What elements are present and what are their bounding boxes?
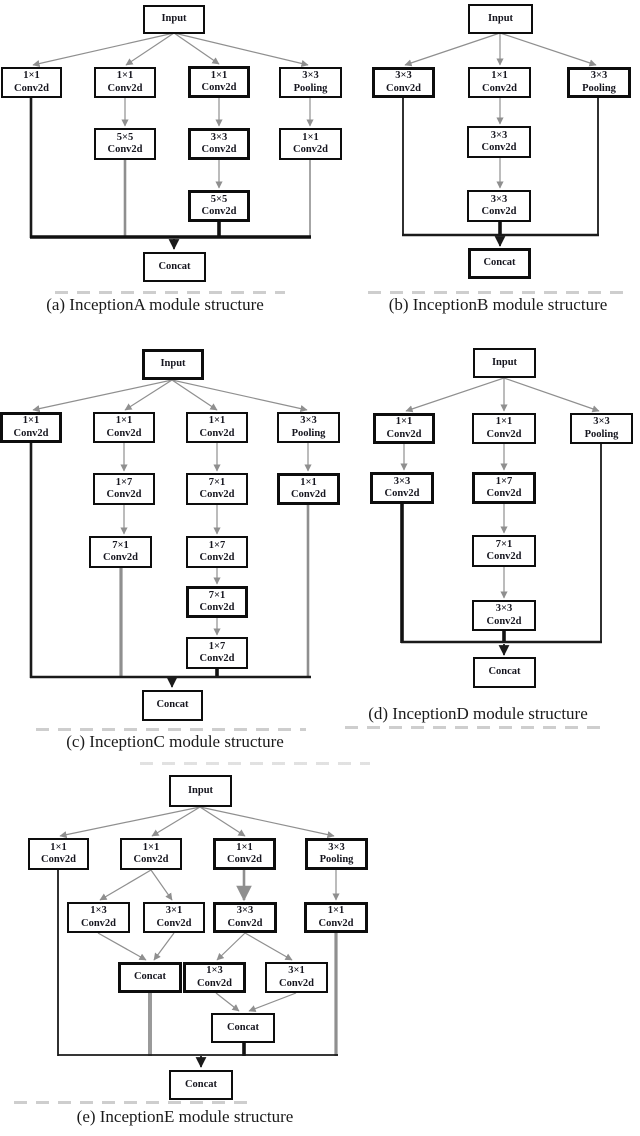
- node-b-concat: Concat: [468, 248, 531, 279]
- caption-d: (d) InceptionD module structure: [368, 704, 588, 723]
- node-d-branch2-1x1-conv: 1×1 Conv2d: [472, 413, 536, 444]
- node-d-branch1-3x3-conv: 3×3 Conv2d: [370, 472, 434, 504]
- node-e-branch2-3x1-conv: 3×1 Conv2d: [143, 902, 205, 933]
- node-d-branch2-7x1-conv: 7×1 Conv2d: [472, 535, 536, 567]
- node-c-branch1-1x1-conv: 1×1 Conv2d: [0, 412, 62, 443]
- node-c-branch4-1x1-conv: 1×1 Conv2d: [277, 473, 340, 505]
- diagram-a-wires: [30, 33, 311, 249]
- caption-e: (e) InceptionE module structure: [76, 1107, 294, 1126]
- node-d-input: Input: [473, 348, 536, 378]
- caption-b: (b) InceptionB module structure: [388, 295, 608, 314]
- node-e-input: Input: [169, 775, 232, 807]
- node-d-branch3-3x3-pooling: 3×3 Pooling: [570, 413, 633, 444]
- node-c-branch3-1x1-conv: 1×1 Conv2d: [186, 412, 248, 443]
- node-a-branch1-1x1-conv: 1×1 Conv2d: [1, 67, 62, 98]
- node-e-branch3-concat: Concat: [211, 1013, 275, 1043]
- caption-a: (a) InceptionA module structure: [46, 295, 264, 314]
- node-a-concat: Concat: [143, 252, 206, 282]
- node-b-branch1-3x3-conv: 3×3 Conv2d: [372, 67, 435, 98]
- node-a-branch3-5x5-conv: 5×5 Conv2d: [188, 190, 250, 222]
- node-a-branch2-1x1-conv: 1×1 Conv2d: [94, 67, 156, 98]
- node-b-branch2-3x3-conv-2: 3×3 Conv2d: [467, 190, 531, 222]
- node-b-input: Input: [468, 4, 533, 34]
- node-e-branch4-3x3-pooling: 3×3 Pooling: [305, 838, 368, 870]
- node-a-branch4-1x1-conv: 1×1 Conv2d: [279, 128, 342, 160]
- node-d-concat: Concat: [473, 657, 536, 688]
- node-a-branch4-3x3-pooling: 3×3 Pooling: [279, 67, 342, 98]
- node-e-branch3-3x1-conv: 3×1 Conv2d: [265, 962, 328, 993]
- node-e-branch4-1x1-conv: 1×1 Conv2d: [304, 902, 368, 933]
- node-b-branch2-1x1-conv: 1×1 Conv2d: [468, 67, 531, 98]
- node-d-branch2-1x7-conv: 1×7 Conv2d: [472, 472, 536, 504]
- node-c-branch4-3x3-pooling: 3×3 Pooling: [277, 412, 340, 443]
- node-e-branch2-concat: Concat: [118, 962, 182, 993]
- node-e-branch1-1x1-conv: 1×1 Conv2d: [28, 838, 89, 870]
- node-c-branch3-7x1-conv-2: 7×1 Conv2d: [186, 586, 248, 618]
- node-a-branch3-1x1-conv: 1×1 Conv2d: [188, 66, 250, 98]
- node-c-branch2-7x1-conv: 7×1 Conv2d: [89, 536, 152, 568]
- node-d-branch1-1x1-conv: 1×1 Conv2d: [373, 413, 435, 444]
- node-a-branch2-5x5-conv: 5×5 Conv2d: [94, 128, 156, 160]
- node-e-branch3-3x3-conv: 3×3 Conv2d: [213, 902, 277, 933]
- node-e-concat: Concat: [169, 1070, 233, 1100]
- node-c-branch2-1x7-conv: 1×7 Conv2d: [93, 473, 155, 505]
- node-c-concat: Concat: [142, 690, 203, 721]
- node-a-input: Input: [143, 5, 205, 34]
- node-e-branch2-1x3-conv: 1×3 Conv2d: [67, 902, 130, 933]
- node-c-input: Input: [142, 349, 204, 380]
- node-c-branch3-7x1-conv-1: 7×1 Conv2d: [186, 473, 248, 505]
- node-a-branch3-3x3-conv: 3×3 Conv2d: [188, 128, 250, 160]
- node-c-branch2-1x1-conv: 1×1 Conv2d: [93, 412, 155, 443]
- node-c-branch3-1x7-conv-1: 1×7 Conv2d: [186, 536, 248, 568]
- diagram-c-wires: [30, 380, 311, 687]
- node-b-branch3-3x3-pooling: 3×3 Pooling: [567, 67, 631, 98]
- node-e-branch3-1x3-conv: 1×3 Conv2d: [183, 962, 246, 993]
- node-e-branch3-1x1-conv: 1×1 Conv2d: [213, 838, 276, 870]
- diagram-e-wires: [58, 807, 338, 1067]
- node-e-branch2-1x1-conv: 1×1 Conv2d: [120, 838, 182, 870]
- caption-c: (c) InceptionC module structure: [66, 732, 284, 751]
- node-b-branch2-3x3-conv-1: 3×3 Conv2d: [467, 126, 531, 158]
- node-c-branch3-1x7-conv-2: 1×7 Conv2d: [186, 637, 248, 669]
- node-d-branch2-3x3-conv: 3×3 Conv2d: [472, 600, 536, 631]
